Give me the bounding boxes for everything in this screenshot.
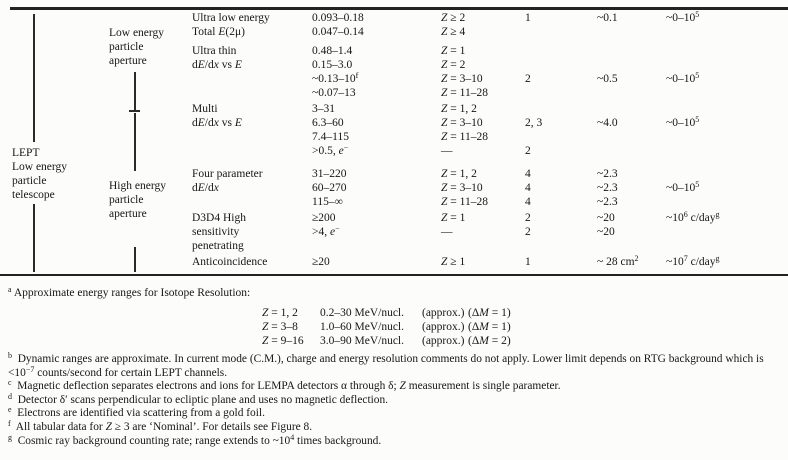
footnote-a-cell: Z = 3–8 [262,321,298,333]
table-bottom-rule [0,274,788,276]
table-cell: Z = 3–10 [441,182,483,194]
table-cell: 1 [525,12,531,24]
table-cell: 60–270 [312,182,347,194]
table-cell: 2, 3 [525,117,543,129]
table-cell: Total E(2μ) [192,26,245,38]
label-line: LEPT [12,147,40,159]
table-cell: ~20 [597,226,615,238]
footnote-a-cell: (ΔM = 1) [468,321,511,333]
footnote: $^d$ Detector δ′ scans perpendicular to ecliptic plane and uses no magnetic deflection. [8,391,389,406]
table-cell: Z = 3–10 [441,117,483,129]
footnote: $^e$ Electrons are identified via scattering from a gold foil. [8,405,265,420]
footnote-a-marker: a [8,285,12,294]
table-cell: 3–31 [312,103,335,115]
label-line: aperture [109,208,147,220]
table-cell: ≥200 [312,212,336,224]
table-cell: ~20 [597,212,615,224]
telescope-bracket-line [33,204,35,272]
table-cell: ~4.0 [597,117,618,129]
label-line: particle [109,41,144,53]
table-cell: 6.3–60 [312,117,344,129]
label-line: High energy [109,180,166,192]
table-cell: ~2.3 [597,168,618,180]
footnote-a-text: Approximate energy ranges for Isotope Resolution: [13,287,251,299]
footnote-a-cell: (approx.) [422,307,465,319]
table-cell: $\sim 10^7$ c/day$^g$ [666,254,720,268]
footnote: $^b$ Dynamic ranges are approximate. In current mode (C.M.), charge and energy resolution comments do not apply. Lower limit depends on RTG background which is $<10^{-7}$ counts/second for certain LEPT channels. [8,351,764,379]
table-cell: dE/dx vs E [192,59,242,71]
aperture-label-high-energy [109,179,166,221]
footnote: $^c$ Magnetic deflection separates electrons and ions for LEMPA detectors α through δ; Z measurement is single parameter. [8,378,561,393]
table-cell: — [441,145,453,157]
table-cell: Z = 11–28 [441,87,488,99]
table-cell: 4 [525,196,531,208]
table-cell: $\sim 10^6$ c/day$^g$ [666,210,720,224]
label-line: Low energy [12,161,68,173]
table-cell: 0.047–0.14 [312,26,364,38]
row-group-label [12,146,67,202]
table-cell: $\sim 0-10^5$ [666,71,700,85]
table-cell: ~ 28 $cm^2$ [597,254,639,268]
table-cell: Z = 2 [441,59,466,71]
aperture-bracket-line [134,113,136,171]
table-cell: ~0.13–10$^f$ [312,71,359,85]
aperture-bracket-tick [129,110,140,112]
footnote: $^f$ All tabular data for Z ≥ 3 are ‘Nominal’. For details see Figure 8. [8,418,313,433]
footnote-a-cell: (approx.) [422,335,465,347]
table-cell: 1 [525,256,531,268]
table-cell: Ultra thin [192,45,237,57]
label-line: particle [109,194,144,206]
table-cell: Z = 3–10 [441,73,483,85]
table-cell: Ultra low energy [192,12,270,24]
table-cell: Z = 1 [441,45,466,57]
table-cell: dE/dx vs E [192,117,242,129]
table-top-rule [10,7,788,10]
table-cell: — [441,226,453,238]
footnote-a-cell: 1.0–60 MeV/nucl. [320,321,405,333]
telescope-bracket-line [33,14,35,142]
table-cell: 2 [525,145,531,157]
footnote-a-cell: (ΔM = 2) [468,335,511,347]
table-cell: Four parameter [192,168,263,180]
table-cell: $\sim 0-10^5$ [666,115,700,129]
footnote-a [8,287,250,299]
label-line: Low energy [109,27,165,39]
table-cell: >4, e− [312,224,340,238]
table-cell: 7.4–115 [312,131,349,143]
table-cell: 4 [525,168,531,180]
table-cell: Z ≥ 4 [441,26,466,38]
label-line: telescope [12,189,55,201]
table-cell: 0.093–0.18 [312,12,364,24]
table-cell: ~0.07–13 [312,87,356,99]
footnote-a-cell: 0.2–30 MeV/nucl. [320,307,405,319]
aperture-bracket-line [134,72,136,110]
table-cell: Z = 1, 2 [441,103,477,115]
table-cell: 2 [525,73,531,85]
footnote-list [8,353,786,448]
table-cell: $\sim 0-10^5$ [666,10,700,24]
table-cell: ~2.3 [597,196,618,208]
table-cell: sensitivity [192,226,240,238]
table-cell: D3D4 High [192,212,246,224]
table-cell: Z = 11–28 [441,196,488,208]
table-cell: 0.15–3.0 [312,59,353,71]
table-cell: Z = 1, 2 [441,168,477,180]
table-cell: ~0.1 [597,12,618,24]
table-cell: Z ≥ 2 [441,12,466,24]
table-cell: Anticoincidence [192,256,268,268]
table-cell: Z = 1 [441,212,466,224]
table-cell: 2 [525,226,531,238]
table-cell: penetrating [192,240,244,252]
footnote-a-cell: (ΔM = 1) [468,307,511,319]
table-cell: 115–∞ [312,196,343,208]
aperture-label-low-energy [109,26,164,68]
table-cell: 0.48–1.4 [312,45,353,57]
table-cell: ≥20 [312,256,330,268]
table-cell: 31–220 [312,168,347,180]
label-line: aperture [109,55,147,67]
table-cell: ~2.3 [597,182,618,194]
table-cell: ~0.5 [597,73,618,85]
table-cell: $\sim 0-10^5$ [666,180,700,194]
table-cell: 4 [525,182,531,194]
footnote: $^g$ Cosmic ray background counting rate; range extends to $\sim 10^4$ times background. [8,432,382,447]
footnote-a-cell: 3.0–90 MeV/nucl. [320,335,405,347]
footnote-a-cell: Z = 1, 2 [262,307,298,319]
footnote-a-cell: Z = 9–16 [262,335,304,347]
table-cell: dE/dx [192,182,219,194]
table-cell: Z ≥ 1 [441,256,466,268]
table-cell: Multi [192,103,218,115]
aperture-bracket-line [134,247,136,272]
footnote-a-cell: (approx.) [422,321,465,333]
table-cell: 2 [525,212,531,224]
label-line: particle [12,175,47,187]
table-cell: >0.5, e− [312,143,349,157]
table-cell: Z = 11–28 [441,131,488,143]
